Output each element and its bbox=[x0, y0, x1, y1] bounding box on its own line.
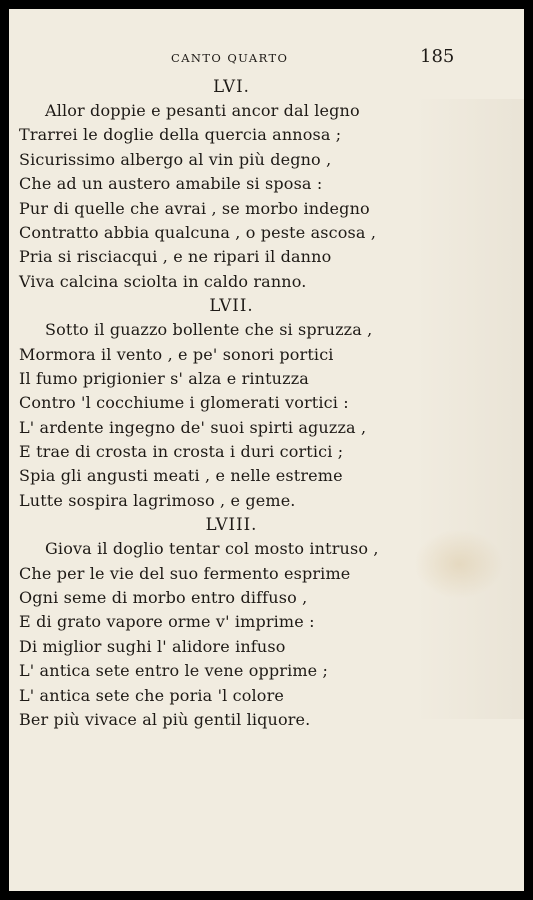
verse-line: Trarrei le doglie della quercia annosa ; bbox=[19, 125, 342, 145]
verse-line: Contro 'l cocchiume i glomerati vortici : bbox=[19, 393, 349, 413]
paper-stain bbox=[414, 529, 504, 599]
verse-line: Pria si risciacqui , e ne ripari il danno bbox=[19, 247, 332, 267]
verse-line: Ogni seme di morbo entro diffuso , bbox=[19, 588, 308, 608]
verse-line: Giova il doglio tentar col mosto intruso , bbox=[45, 539, 379, 559]
stanza-number: LVI. bbox=[213, 77, 250, 96]
verse-line: Sicurissimo albergo al vin più degno , bbox=[19, 149, 332, 169]
verse-line: Lutte sospira lagrimoso , e geme. bbox=[19, 490, 296, 510]
verse-line: Che ad un austero amabile si sposa : bbox=[19, 174, 323, 194]
verse-line: Pur di quelle che avrai , se morbo indegno bbox=[19, 198, 370, 218]
verse-line: Contratto abbia qualcuna , o peste ascosa , bbox=[19, 222, 377, 242]
verse-line: E di grato vapore orme v' imprime : bbox=[19, 612, 315, 632]
stanza-number: LVII. bbox=[209, 296, 254, 316]
verse-line: Ber più vivace al più gentil liquore. bbox=[19, 709, 311, 729]
running-head bbox=[9, 46, 524, 70]
verse-line: L' antica sete che poria 'l colore bbox=[19, 685, 284, 705]
poem-text bbox=[19, 75, 419, 732]
stanza-58 bbox=[19, 513, 419, 732]
running-head-title: CANTO QUARTO bbox=[171, 51, 289, 65]
verse-line: Di miglior sughi l' alidore infuso bbox=[19, 636, 286, 656]
verse-line: Viva calcina sciolta in caldo ranno. bbox=[19, 271, 307, 291]
stanza-number: LVIII. bbox=[205, 515, 258, 535]
stanza-57 bbox=[19, 294, 419, 513]
verse-line: Mormora il vento , e pe' sonori portici bbox=[19, 344, 334, 364]
verse-line: Spia gli angusti meati , e nelle estreme bbox=[19, 466, 343, 486]
verse-line: L' antica sete entro le vene opprime ; bbox=[19, 661, 329, 681]
verse-line: Sotto il guazzo bollente che si spruzza , bbox=[45, 320, 373, 340]
verse-line: L' ardente ingegno de' suoi spirti aguzza , bbox=[19, 417, 367, 437]
verse-line: E trae di crosta in crosta i duri cortici ; bbox=[19, 442, 344, 462]
show-through-shading bbox=[414, 99, 524, 719]
verse-line: Che per le vie del suo fermento esprime bbox=[19, 563, 351, 583]
stanza-56 bbox=[19, 75, 419, 294]
verse-line: Il fumo prigionier s' alza e rintuzza bbox=[19, 368, 309, 388]
book-page bbox=[9, 9, 524, 891]
verse-line: Allor doppie e pesanti ancor dal legno bbox=[45, 101, 360, 120]
page-number: 185 bbox=[420, 46, 455, 67]
